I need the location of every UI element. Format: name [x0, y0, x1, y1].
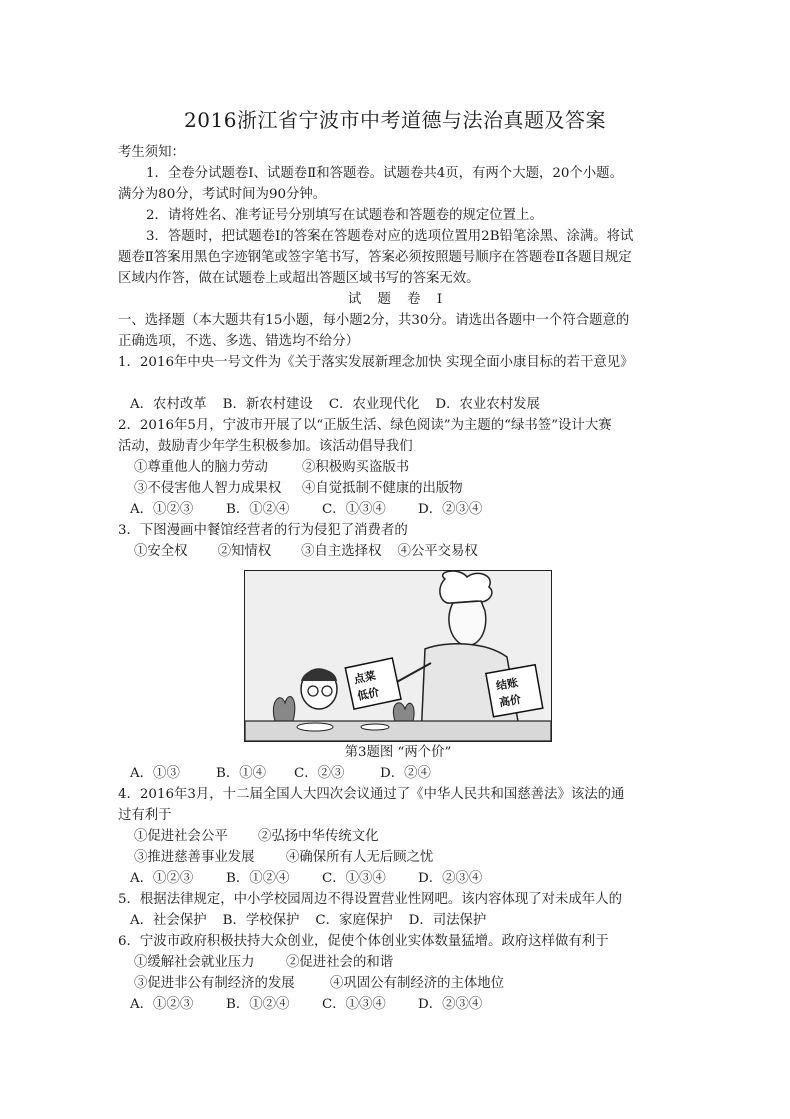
- question-3-stem: 3．下图漫画中餐馆经营者的行为侵犯了消费者的: [118, 523, 408, 538]
- question-4-option-a[interactable]: A．①②③: [130, 871, 194, 886]
- question-2-option-a[interactable]: A．①②③: [130, 502, 194, 517]
- question-4-stem-cont: 过有利于: [118, 808, 172, 823]
- question-5-options: [118, 910, 678, 931]
- question-2-item-2: ②积极购买盗版书: [302, 460, 410, 475]
- question-6-option-c[interactable]: C．①③④: [322, 997, 386, 1012]
- notice-item-3: 3．答题时，把试题卷Ⅰ的答案在答题卷对应的选项位置用2B铅笔涂黑、涂满。将试: [146, 229, 634, 244]
- question-1-options: [118, 394, 678, 415]
- question-6-item-2: ②促进社会的和谐: [286, 955, 394, 970]
- question-2-stem-cont: 活动，鼓励青少年学生积极参加。该活动倡导我们: [118, 439, 413, 454]
- question-3-option-d[interactable]: D．②④: [380, 766, 431, 781]
- notice-item-1: 1．全卷分试题卷Ⅰ、试题卷Ⅱ和答题卷。试题卷共4页，有两个大题，20个小题。: [146, 166, 623, 181]
- question-2-items-row1: [118, 457, 678, 478]
- question-5-option-d[interactable]: D．司法保护: [408, 913, 487, 928]
- question-4-item-4: ④确保所有人无后顾之忧: [286, 850, 434, 865]
- question-3-options: [118, 763, 678, 784]
- question-3-option-b[interactable]: B．①④: [216, 766, 267, 781]
- question-3-item-2: ②知情权: [217, 544, 272, 559]
- question-2-option-d[interactable]: D．②③④: [418, 502, 483, 517]
- page-title: 2016浙江省宁波市中考道德与法治真题及答案: [184, 108, 606, 132]
- cartoon-figure: [244, 570, 552, 742]
- card-left-line2: 低价: [356, 685, 381, 703]
- question-2-option-b[interactable]: B．①②④: [226, 502, 290, 517]
- question-2-item-1: ①尊重他人的脑力劳动: [134, 460, 268, 475]
- question-1-stem: 1．2016年中央一号文件为《关于落实发展新理念加快 实现全面小康目标的若干意见》: [118, 355, 634, 370]
- question-4-option-d[interactable]: D．②③④: [418, 871, 483, 886]
- question-3-items: [118, 541, 678, 562]
- question-3-item-4: ④公平交易权: [397, 544, 478, 559]
- exam-body: [118, 142, 678, 1015]
- question-2-stem: 2．2016年5月，宁波市开展了以“正版生活、绿色阅读”为主题的“绿书签”设计大赛: [118, 418, 612, 433]
- question-6-option-a[interactable]: A．①②③: [130, 997, 194, 1012]
- question-2-items-row2: [118, 478, 678, 499]
- question-2-option-c[interactable]: C．①③④: [322, 502, 386, 517]
- question-4-option-b[interactable]: B．①②④: [226, 871, 290, 886]
- question-5-stem: 5．根据法律规定，中小学校园周边不得设置营业性网吧。该内容体现了对未成年人的: [118, 892, 622, 907]
- figure-caption: 第3题图 “两个价”: [344, 745, 452, 760]
- question-1-option-b[interactable]: B．新农村建设: [222, 397, 313, 412]
- question-6-items-row2: [118, 973, 678, 994]
- question-4-items-row2: [118, 847, 678, 868]
- section-title: 试 题 卷 Ⅰ: [347, 292, 449, 307]
- question-6-option-b[interactable]: B．①②④: [226, 997, 290, 1012]
- question-3-item-1: ①安全权: [134, 544, 188, 559]
- card-right-line1: 结账: [495, 676, 520, 693]
- question-4-item-2: ②弘扬中华传统文化: [258, 829, 379, 844]
- cartoon-illustration: [245, 571, 551, 741]
- question-6-options: [118, 994, 678, 1015]
- question-6-stem: 6．宁波市政府积极扶持大众创业，促使个体创业实体数量猛增。政府这样做有利于: [118, 934, 609, 949]
- notice-item-1-cont: 满分为80分，考试时间为90分钟。: [118, 187, 327, 202]
- question-6-item-1: ①缓解社会就业压力: [134, 955, 255, 970]
- question-1-option-d[interactable]: D．农业农村发展: [435, 397, 540, 412]
- question-4-item-3: ③推进慈善事业发展: [134, 850, 255, 865]
- question-2-options: [118, 499, 678, 520]
- question-6-item-4: ④巩固公有制经济的主体地位: [330, 976, 505, 991]
- notice-item-3-cont2: 区域内作答，做在试题卷上或超出答题区域书写的答案无效。: [118, 271, 480, 286]
- notice-item-3-cont: 题卷Ⅱ答案用黑色字迹钢笔或签字笔书写，答案必须按照题号顺序在答题卷Ⅱ各题目规定: [118, 250, 632, 265]
- notice-heading: 考生须知：: [118, 145, 185, 160]
- question-4-items-row1: [118, 826, 678, 847]
- section-description: 一、选择题（本大题共有15小题，每小题2分，共30分。请选出各题中一个符合题意的: [118, 313, 630, 328]
- section-description-cont: 正确选项，不选、多选、错选均不给分）: [118, 334, 360, 349]
- question-5-option-c[interactable]: C．家庭保护: [315, 913, 393, 928]
- question-1-option-a[interactable]: A．农村改革: [130, 397, 207, 412]
- card-left-line1: 点菜: [352, 669, 377, 687]
- question-6-items-row1: [118, 952, 678, 973]
- question-2-item-4: ④自觉抵制不健康的出版物: [302, 481, 463, 496]
- question-3-option-a[interactable]: A．①③: [130, 766, 180, 781]
- question-4-stem: 4．2016年3月，十二届全国人大四次会议通过了《中华人民共和国慈善法》该法的通: [118, 787, 625, 802]
- question-3-option-c[interactable]: C．②③: [294, 766, 345, 781]
- question-4-options: [118, 868, 678, 889]
- question-5-option-b[interactable]: B．学校保护: [222, 913, 300, 928]
- notice-item-2: 2．请将姓名、准考证号分别填写在试题卷和答题卷的规定位置上。: [146, 208, 543, 223]
- card-right-line2: 高价: [498, 692, 523, 710]
- question-4-option-c[interactable]: C．①③④: [322, 871, 386, 886]
- question-6-item-3: ③促进非公有制经济的发展: [134, 976, 295, 991]
- question-1-option-c[interactable]: C．农业现代化: [328, 397, 420, 412]
- question-6-option-d[interactable]: D．②③④: [418, 997, 483, 1012]
- question-5-option-a[interactable]: A．社会保护: [130, 913, 207, 928]
- question-4-item-1: ①促进社会公平: [134, 829, 228, 844]
- question-2-item-3: ③不侵害他人智力成果权: [134, 481, 282, 496]
- question-3-item-3: ③自主选择权: [301, 544, 382, 559]
- question-1-gap: [118, 373, 678, 394]
